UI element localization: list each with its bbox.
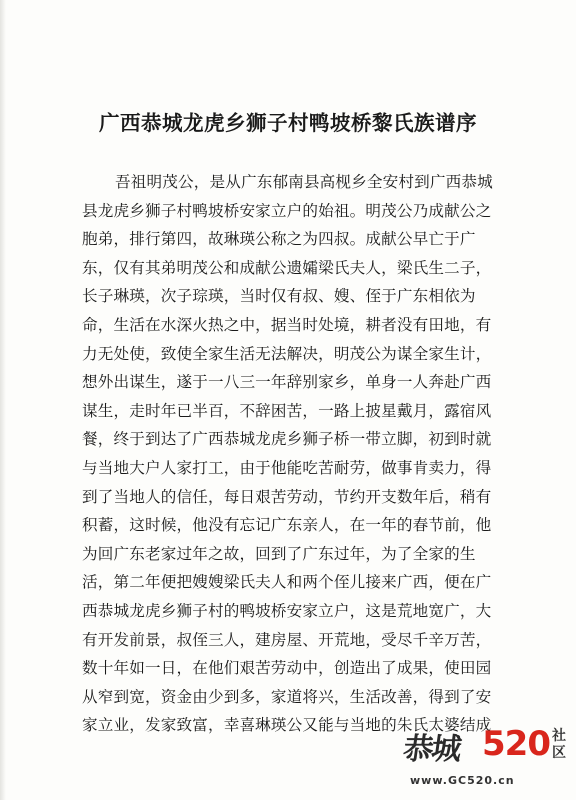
body-line: 家立业，发家致富，幸喜琳瑛公又能与当地的朱氏太婆结成 [82,716,492,735]
body-line: 餐，终于到达了广西恭城龙虎乡狮子桥一带立脚，初到时就 [82,430,492,449]
body-line: 东，仅有其弟明茂公和成献公遗孀梁氏夫人，梁氏生二子， [82,258,492,277]
body-line: 数十年如一日，在他们艰苦劳动中，创造出了成果，使田园 [82,659,492,678]
body-line: 胞弟，排行第四，故琳瑛公称之为四叔。成献公早亡于广 [82,230,476,249]
body-line: 从窄到宽，资金由少到多，家道将兴，生活改善，得到了安 [82,687,492,706]
watermark-url: www.GC520.cn [410,774,515,787]
body-line: 吾祖明茂公，是从广东郁南县高枧乡全安村到广西恭城 [115,173,493,191]
body-line: 活，第二年便把嫂嫂梁氏夫人和两个侄儿接来广西，便在广 [82,573,492,592]
body-line: 西恭城龙虎乡狮子村的鸭坡桥安家立户，这是荒地宽广，大 [82,601,492,620]
watermark-brand: 恭城 [401,732,462,767]
watermark-side-label: 社区 [552,728,566,761]
body-line: 力无处使，致使全家生活无法解决，明茂公为谋全家生计， [82,344,492,363]
watermark-number: 520 [482,724,550,764]
body-line: 有开发前景，叔侄三人，建房屋、开荒地，受尽千辛万苦， [82,630,492,649]
body-line: 到了当地人的信任，每日艰苦劳动，节约开支数年后，稍有 [82,487,492,506]
document-title: 广西恭城龙虎乡狮子村鸭坡桥黎氏族谱序 [99,111,477,135]
body-line: 县龙虎乡狮子村鸭坡桥安家立户的始祖。明茂公乃成献公之 [82,201,492,220]
body-line: 积蓄，这时候，他没有忘记广东亲人，在一年的春节前，他 [82,516,492,535]
body-line: 想外出谋生，遂于一八三一年辞别家乡，单身一人奔赴广西 [82,373,492,392]
body-line: 与当地大户人家打工，由于他能吃苦耐劳，做事肯卖力，得 [82,458,492,477]
body-line: 命，生活在水深火热之中，据当时处境，耕者没有田地，有 [82,315,492,334]
body-line: 长子琳瑛，次子琮瑛，当时仅有叔、嫂、侄于广东相依为 [82,287,476,306]
site-watermark [401,724,576,800]
body-line: 为回广东老家过年之故，回到了广东过年，为了全家的生 [82,544,476,563]
body-line: 谋生，走时年已半百，不辞困苦，一路上披星戴月，露宿风 [82,401,492,420]
document-body [82,168,542,740]
